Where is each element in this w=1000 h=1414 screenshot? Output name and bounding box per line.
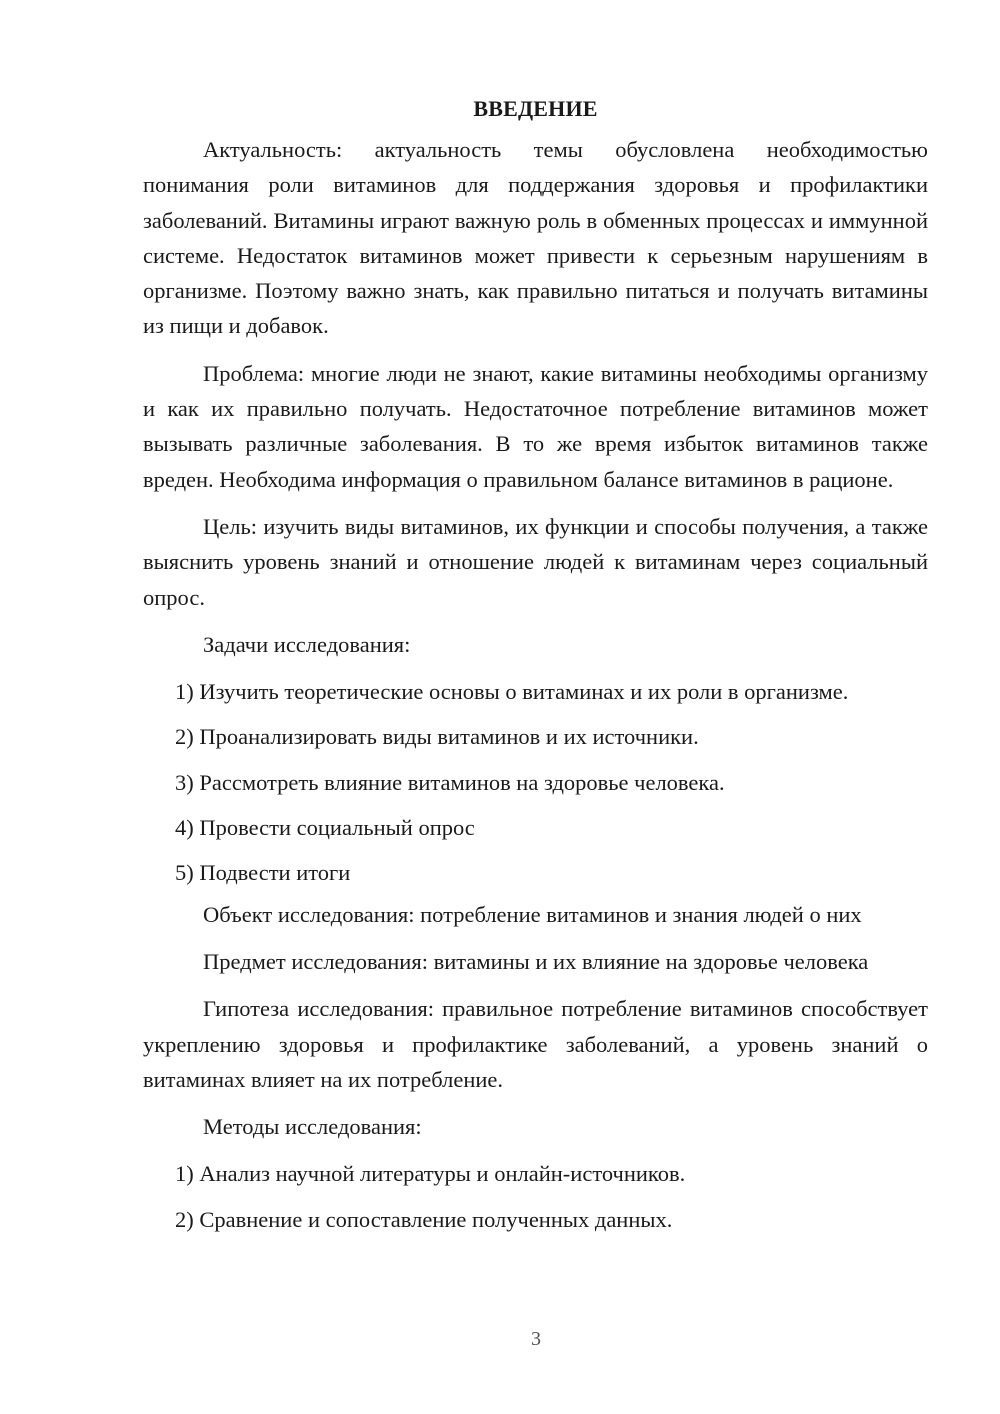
task-item: 2) Проанализировать виды витаминов и их источники.	[175, 724, 699, 750]
subject-paragraph: Предмет исследования: витамины и их влияние на здоровье человека	[203, 948, 869, 974]
hypothesis-paragraph: Гипотеза исследования: правильное потребление витаминов способствует укреплению здоровья и профилактике заболеваний, а уровень знаний о витаминах влияет на их потребление.	[143, 996, 928, 1092]
problem-paragraph: Проблема: многие люди не знают, какие витамины необходимы организму и как их правильно получать. Недостаточное потребление витаминов может вызывать различные заболевания. В то же время избыток витаминов также вреден. Необходима информация о правильном балансе витаминов в рационе.	[143, 360, 928, 492]
relevance-paragraph: Актуальность: актуальность темы обусловлена необходимостью понимания роли витаминов для поддержания здоровья и профилактики заболеваний. Витамины играют важную роль в обменных процессах и иммунной системе. Недостаток витаминов может привести к серьезным нарушениям в организме. Поэтому важно знать, как правильно питаться и получать витамины из пищи и добавок.	[143, 137, 928, 339]
page-number: 3	[531, 1328, 541, 1350]
tasks-heading: Задачи исследования:	[203, 631, 411, 657]
document-page	[143, 92, 928, 1247]
method-item: 1) Анализ научной литературы и онлайн-источников.	[175, 1161, 686, 1187]
method-item: 2) Сравнение и сопоставление полученных данных.	[175, 1206, 673, 1232]
methods-heading: Методы исследования:	[203, 1114, 422, 1140]
object-paragraph: Объект исследования: потребление витаминов и знания людей о них	[203, 901, 862, 927]
task-item: 4) Провести социальный опрос	[175, 815, 475, 841]
section-title: ВВЕДЕНИЕ	[473, 96, 598, 121]
task-item: 5) Подвести итоги	[175, 860, 351, 886]
goal-paragraph: Цель: изучить виды витаминов, их функции и способы получения, а также выяснить уровень знаний и отношение людей к витаминам через социальный опрос.	[143, 513, 928, 610]
task-item: 1) Изучить теоретические основы о витаминах и их роли в организме.	[175, 679, 849, 705]
task-item: 3) Рассмотреть влияние витаминов на здоровье человека.	[175, 769, 725, 795]
